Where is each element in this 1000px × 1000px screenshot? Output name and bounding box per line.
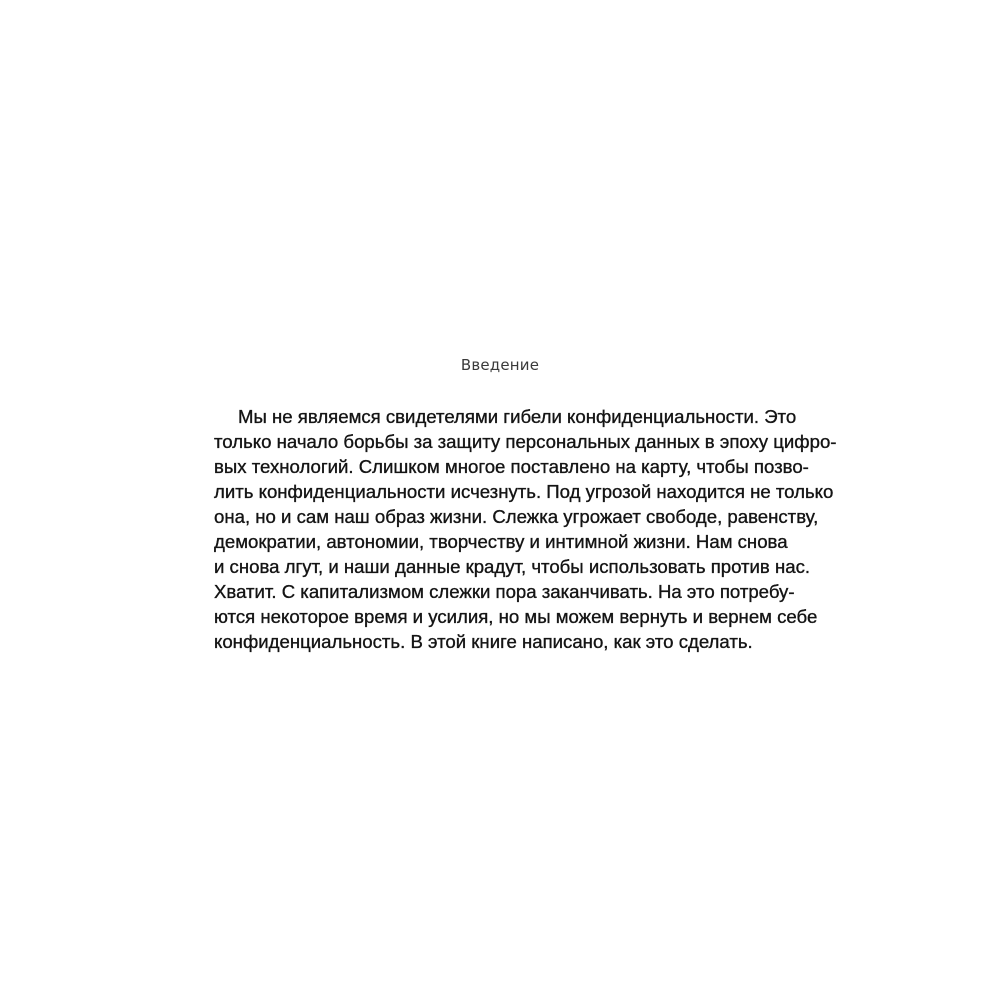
- paragraph-line: она, но и сам наш образ жизни. Слежка угрожает свободе, равенству,: [214, 506, 819, 527]
- paragraph-line: Хватит. С капитализмом слежки пора заканчивать. На это потребу-: [214, 581, 795, 602]
- paragraph-line: вых технологий. Слишком многое поставлено на карту, чтобы позво-: [214, 456, 809, 477]
- paragraph-line: лить конфиденциальности исчезнуть. Под угрозой находится не только: [214, 481, 834, 502]
- paragraph-line: и снова лгут, и наши данные крадут, чтобы использовать против нас.: [214, 556, 811, 577]
- paragraph-line: только начало борьбы за защиту персональных данных в эпоху цифро-: [214, 431, 837, 452]
- paragraph-line: Мы не являемся свидетелями гибели конфиденциальности. Это: [238, 406, 797, 427]
- section-heading: Введение: [460, 356, 540, 374]
- paragraph-line: демократии, автономии, творчеству и интимной жизни. Нам снова: [214, 531, 788, 552]
- paragraph-line: ются некоторое время и усилия, но мы можем вернуть и вернем себе: [214, 606, 818, 627]
- intro-paragraph: [214, 404, 837, 654]
- paragraph-line: конфиденциальность. В этой книге написано, как это сделать.: [214, 631, 753, 652]
